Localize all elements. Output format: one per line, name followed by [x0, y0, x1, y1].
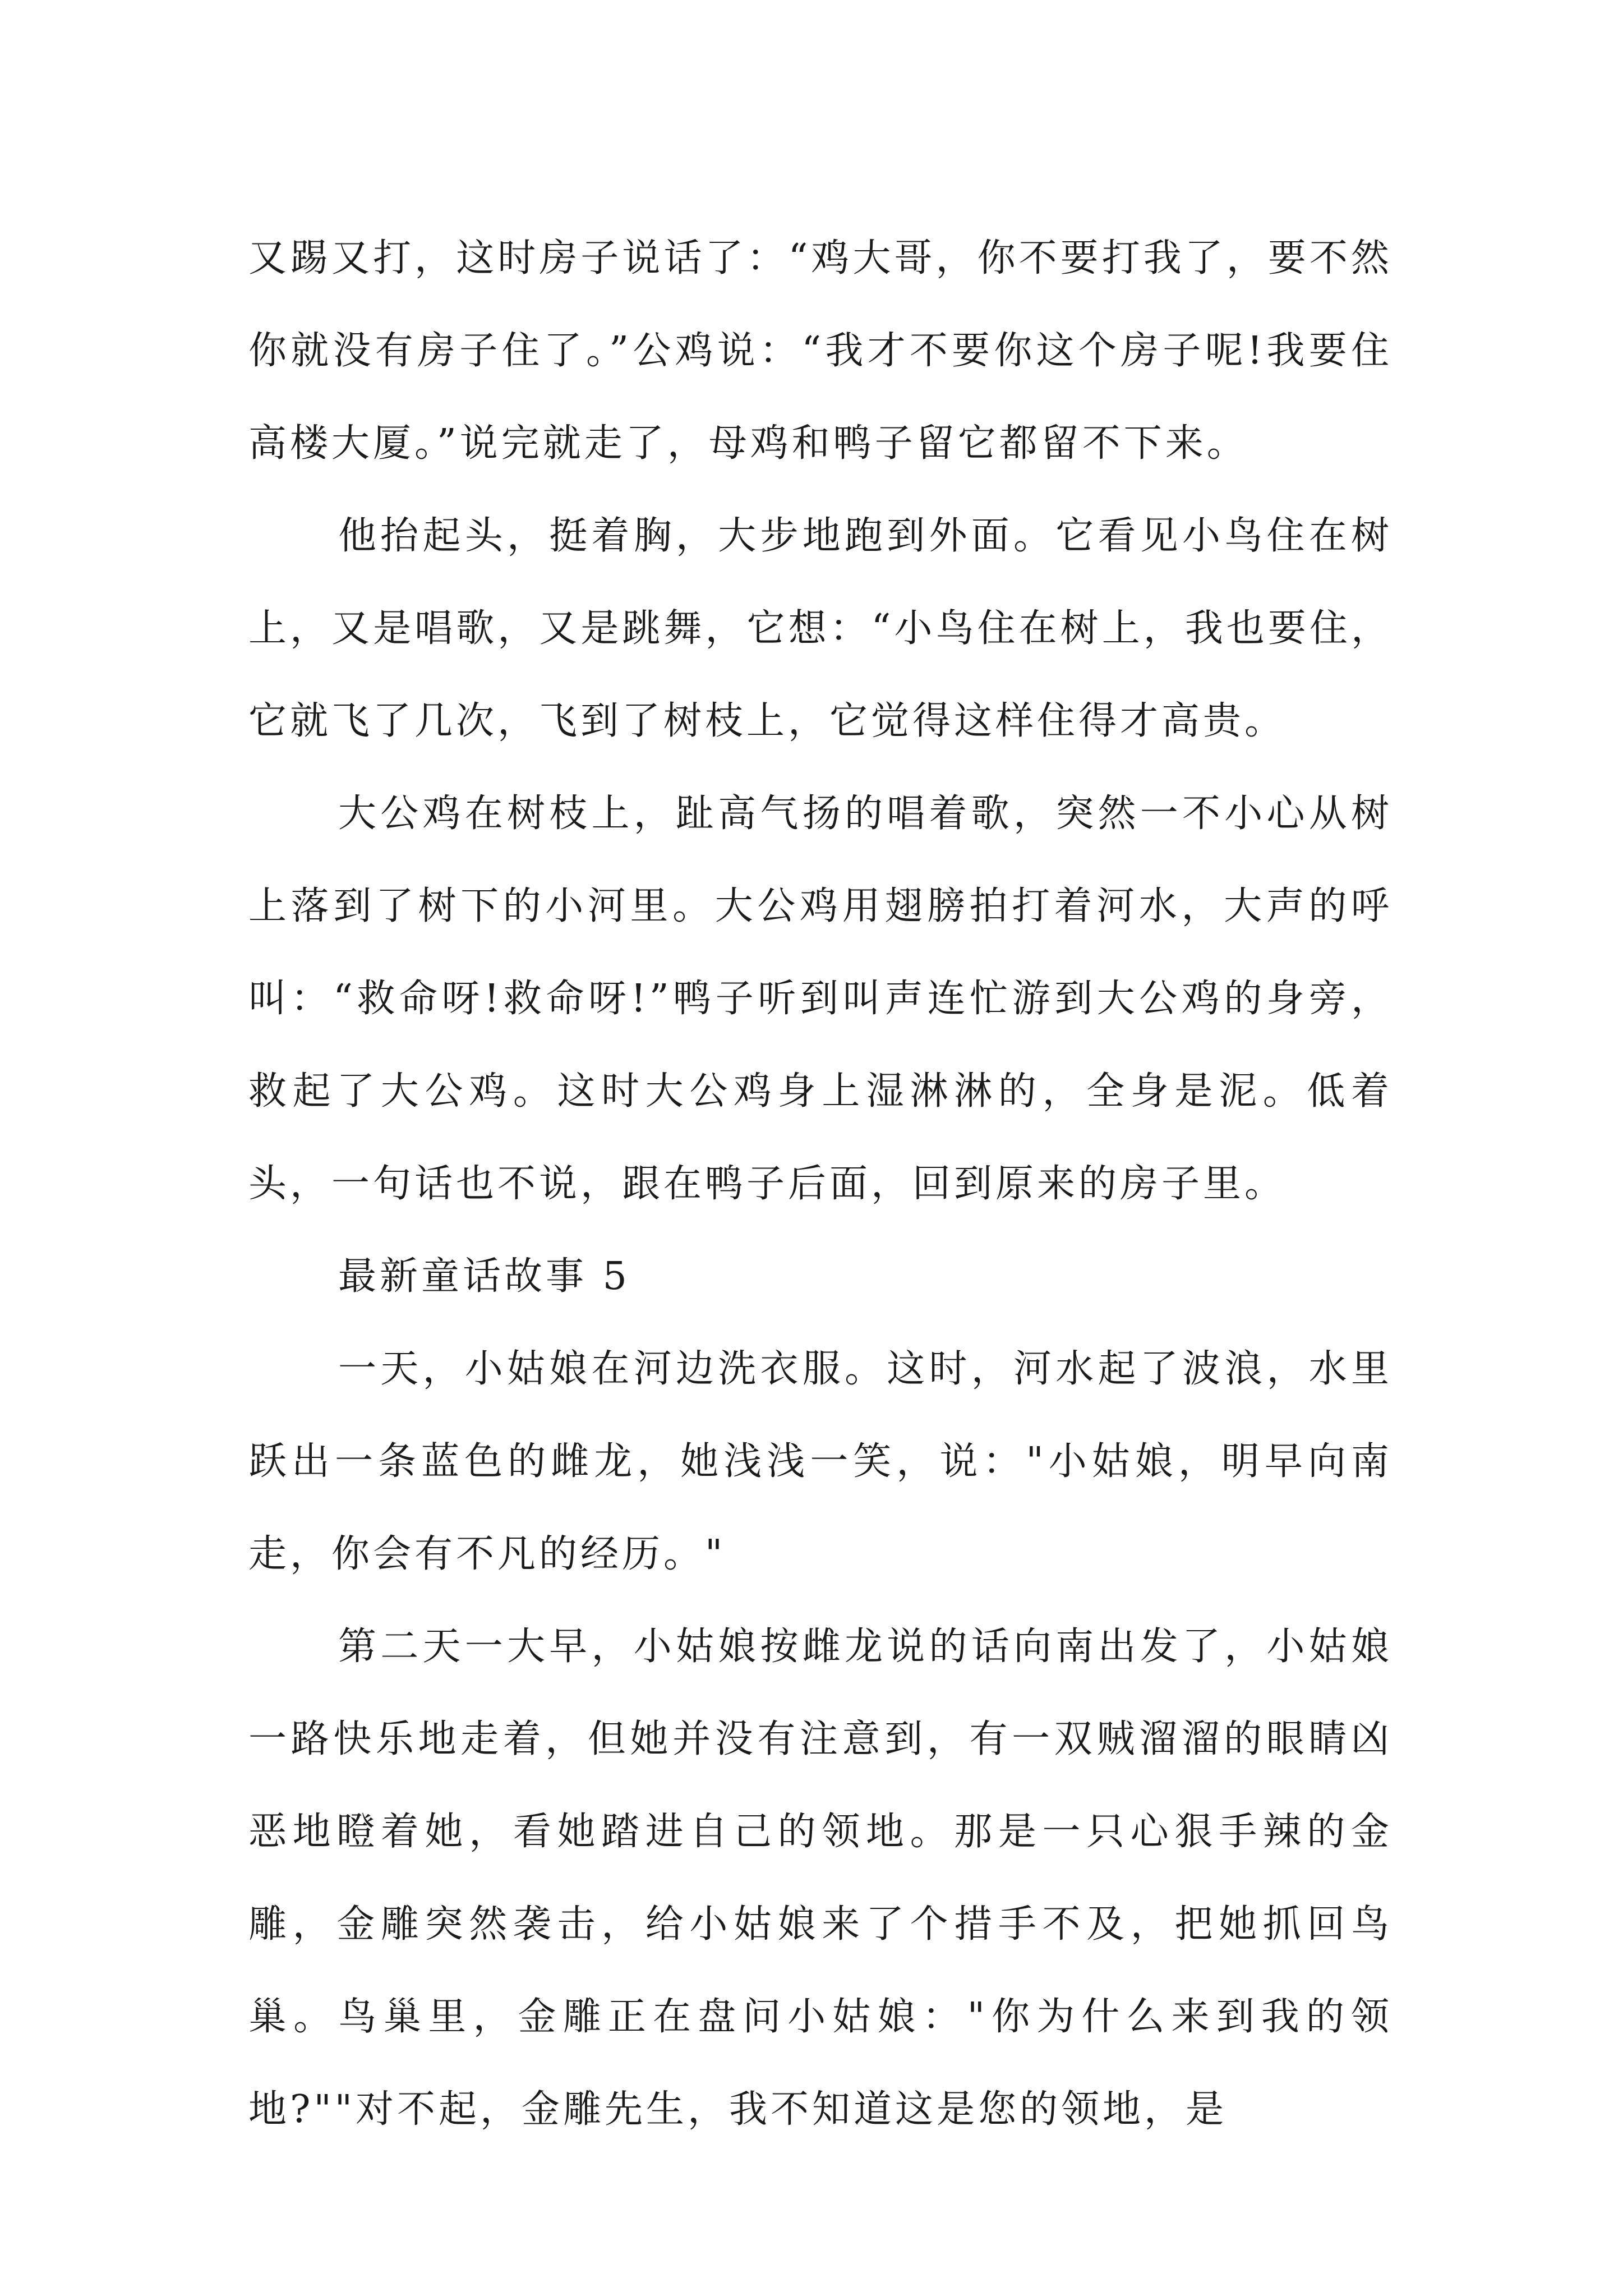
paragraph-1: 又踢又打，这时房子说话了：“鸡大哥，你不要打我了，要不然你就没有房子住了。”公鸡说：“我才不要你这个房子呢!我要住高楼大厦。”说完就走了，母鸡和鸭子留它都留不下来。: [248, 236, 1393, 466]
paragraph-2: 他抬起头，挺着胸，大步地跑到外面。它看见小鸟住在树上，又是唱歌，又是跳舞，它想：“小鸟住在树上，我也要住，它就飞了几次，飞到了树枝上，它觉得这样住得才高贵。: [248, 514, 1393, 743]
paragraph-5: 第二天一大早，小姑娘按雌龙说的话向南出发了，小姑娘一路快乐地走着，但她并没有注意到，有一双贼溜溜的眼睛凶恶地瞪着她，看她踏进自己的领地。那是一只心狠手辣的金雕，金雕突然袭击，给小姑娘来了个措手不及，把她抓回鸟巢。鸟巢里，金雕正在盘问小姑娘："你为什么来到我的领地?""对不起，金雕先生，我不知道这是您的领地，是: [248, 1625, 1393, 2132]
section-heading: 最新童话故事 5: [338, 1254, 630, 1299]
document-body: [248, 212, 1393, 2156]
paragraph-4: 一天，小姑娘在河边洗衣服。这时，河水起了波浪，水里跃出一条蓝色的雌龙，她浅浅一笑，说："小姑娘，明早向南走，你会有不凡的经历。": [248, 1347, 1393, 1576]
paragraph-3: 大公鸡在树枝上，趾高气扬的唱着歌，突然一不小心从树上落到了树下的小河里。大公鸡用翅膀拍打着河水，大声的呼叫：“救命呀!救命呀!”鸭子听到叫声连忙游到大公鸡的身旁，救起了大公鸡。这时大公鸡身上湿淋淋的，全身是泥。低着头，一句话也不说，跟在鸭子后面，回到原来的房子里。: [248, 792, 1393, 1206]
